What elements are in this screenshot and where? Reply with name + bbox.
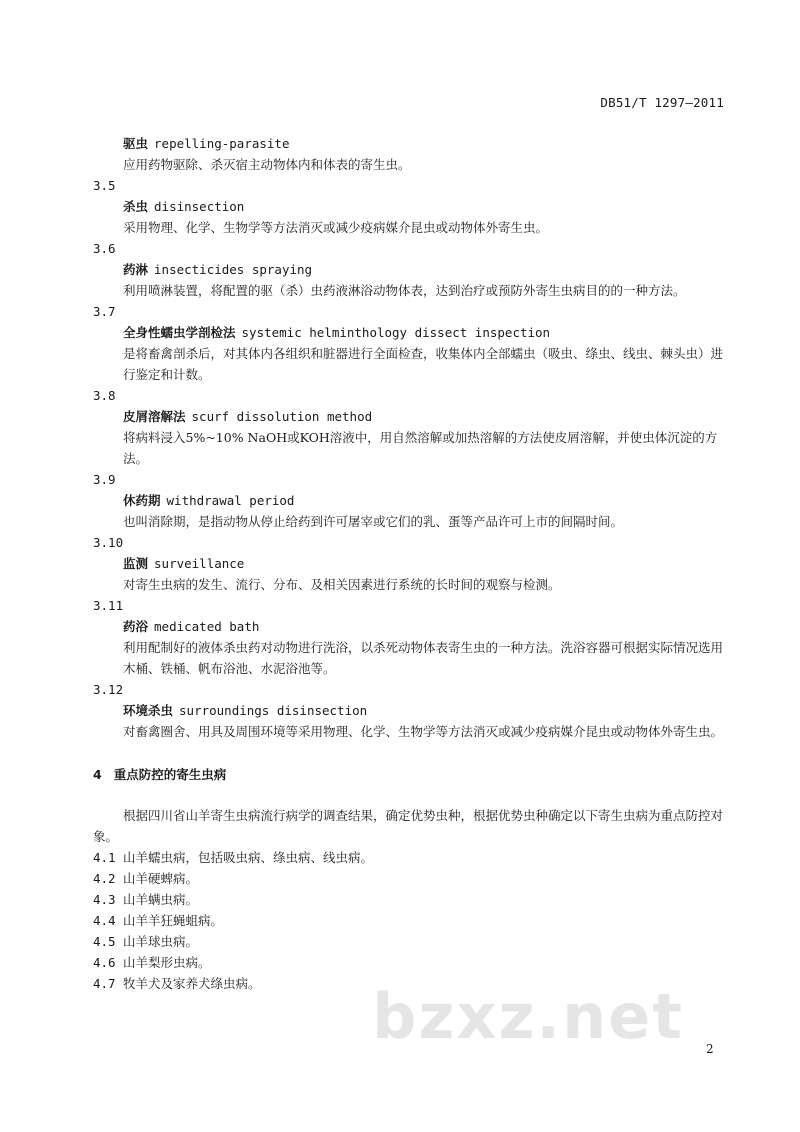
item-text: 山羊球虫病。 [123, 934, 199, 949]
item-number: 4.3 [93, 892, 116, 907]
term-en: surveillance [154, 556, 245, 571]
item-text: 牧羊犬及家养犬绦虫病。 [123, 976, 261, 991]
term-heading [93, 700, 733, 721]
term-definition: 将病料浸入5%~10% NaOH或KOH溶液中，用自然溶解或加热溶解的方法使皮屑溶解，并使虫体沉淀的方法。 [123, 430, 718, 466]
item-text: 山羊梨形虫病。 [123, 955, 211, 970]
item-text: 山羊螨虫病。 [123, 892, 199, 907]
item-number: 4.1 [93, 850, 116, 865]
clause-number: 3.5 [93, 178, 116, 193]
term-en: medicated bath [154, 619, 260, 634]
term-heading [93, 133, 733, 154]
term-block [93, 238, 733, 301]
term-heading [93, 322, 733, 343]
list-item [93, 847, 733, 868]
page-content [93, 133, 733, 994]
term-heading [93, 196, 733, 217]
clause-number: 3.12 [93, 682, 124, 697]
term-heading [93, 406, 733, 427]
term-definition: 应用药物驱除、杀灭宿主动物体内和体表的寄生虫。 [123, 157, 411, 172]
term-definition: 对寄生虫病的发生、流行、分布、及相关因素进行系统的长时间的观察与检测。 [123, 577, 561, 592]
term-block [93, 469, 733, 532]
term-block [93, 133, 733, 175]
section-heading [93, 764, 733, 785]
term-zh: 药浴 [123, 619, 149, 634]
term-heading [93, 259, 733, 280]
item-number: 4.5 [93, 934, 116, 949]
item-number: 4.7 [93, 976, 116, 991]
item-text: 山羊蠕虫病，包括吸虫病、绦虫病、线虫病。 [123, 850, 374, 865]
term-block [93, 532, 733, 595]
clause-number: 3.7 [93, 304, 116, 319]
term-block [93, 679, 733, 742]
term-zh: 药淋 [123, 262, 149, 277]
term-zh: 监测 [123, 556, 149, 571]
term-definition: 对畜禽圈舍、用具及周围环境等采用物理、化学、生物学等方法消灭或减少疫病媒介昆虫或动物体外寄生虫。 [123, 724, 724, 739]
term-en: surroundings disinsection [179, 703, 368, 718]
term-zh: 环境杀虫 [123, 703, 174, 718]
item-text: 山羊羊狂蝇蛆病。 [123, 913, 224, 928]
term-definition: 采用物理、化学、生物学等方法消灭或减少疫病媒介昆虫或动物体外寄生虫。 [123, 220, 549, 235]
term-block [93, 175, 733, 238]
term-heading [93, 490, 733, 511]
term-en: disinsection [154, 199, 245, 214]
item-text: 山羊硬蜱病。 [123, 871, 199, 886]
term-zh: 全身性蠕虫学剖检法 [123, 325, 236, 340]
term-definition: 是将畜禽剖杀后，对其体内各组织和脏器进行全面检查，收集体内全部蠕虫（吸虫、绦虫、线虫、棘头虫）进行鉴定和计数。 [123, 346, 724, 382]
section-title: 重点防控的寄生虫病 [113, 767, 227, 782]
list-item [93, 868, 733, 889]
clause-number: 3.11 [93, 598, 124, 613]
term-definition: 利用喷淋装置，将配置的驱（杀）虫药液淋浴动物体表，达到治疗或预防外寄生虫病目的的一种方法。 [123, 283, 686, 298]
term-heading [93, 553, 733, 574]
term-en: systemic helminthology dissect inspection [241, 325, 551, 340]
term-zh: 休药期 [123, 493, 161, 508]
term-zh: 皮屑溶解法 [123, 409, 186, 424]
term-block [93, 301, 733, 385]
section-intro: 根据四川省山羊寄生虫病流行病学的调查结果，确定优势虫种，根据优势虫种确定以下寄生虫病为重点防控对象。 [93, 808, 724, 844]
clause-number: 3.10 [93, 535, 124, 550]
term-zh: 驱虫 [123, 136, 149, 151]
item-number: 4.2 [93, 871, 116, 886]
section-number: 4 [93, 767, 102, 782]
clause-number: 3.9 [93, 472, 116, 487]
clause-number: 3.6 [93, 241, 116, 256]
term-en: repelling-parasite [154, 136, 290, 151]
term-zh: 杀虫 [123, 199, 149, 214]
disease-list [93, 847, 733, 994]
item-number: 4.4 [93, 913, 116, 928]
term-block [93, 595, 733, 679]
list-item [93, 889, 733, 910]
document-code: DB51/T 1297—2011 [600, 95, 724, 110]
page-number: 2 [706, 1042, 714, 1056]
list-item [93, 952, 733, 973]
term-heading [93, 616, 733, 637]
watermark: bzxz.net [372, 980, 684, 1053]
term-en: scurf dissolution method [191, 409, 373, 424]
term-en: withdrawal period [166, 493, 295, 508]
clause-number: 3.8 [93, 388, 116, 403]
term-definition: 也叫消除期，是指动物从停止给药到许可屠宰或它们的乳、蛋等产品许可上市的间隔时间。 [123, 514, 624, 529]
term-definition: 利用配制好的液体杀虫药对动物进行洗浴，以杀死动物体表寄生虫的一种方法。洗浴容器可根据实际情况选用木桶、铁桶、帆布浴池、水泥浴池等。 [123, 640, 724, 676]
term-en: insecticides spraying [154, 262, 313, 277]
term-block [93, 385, 733, 469]
list-item [93, 910, 733, 931]
item-number: 4.6 [93, 955, 116, 970]
list-item [93, 931, 733, 952]
